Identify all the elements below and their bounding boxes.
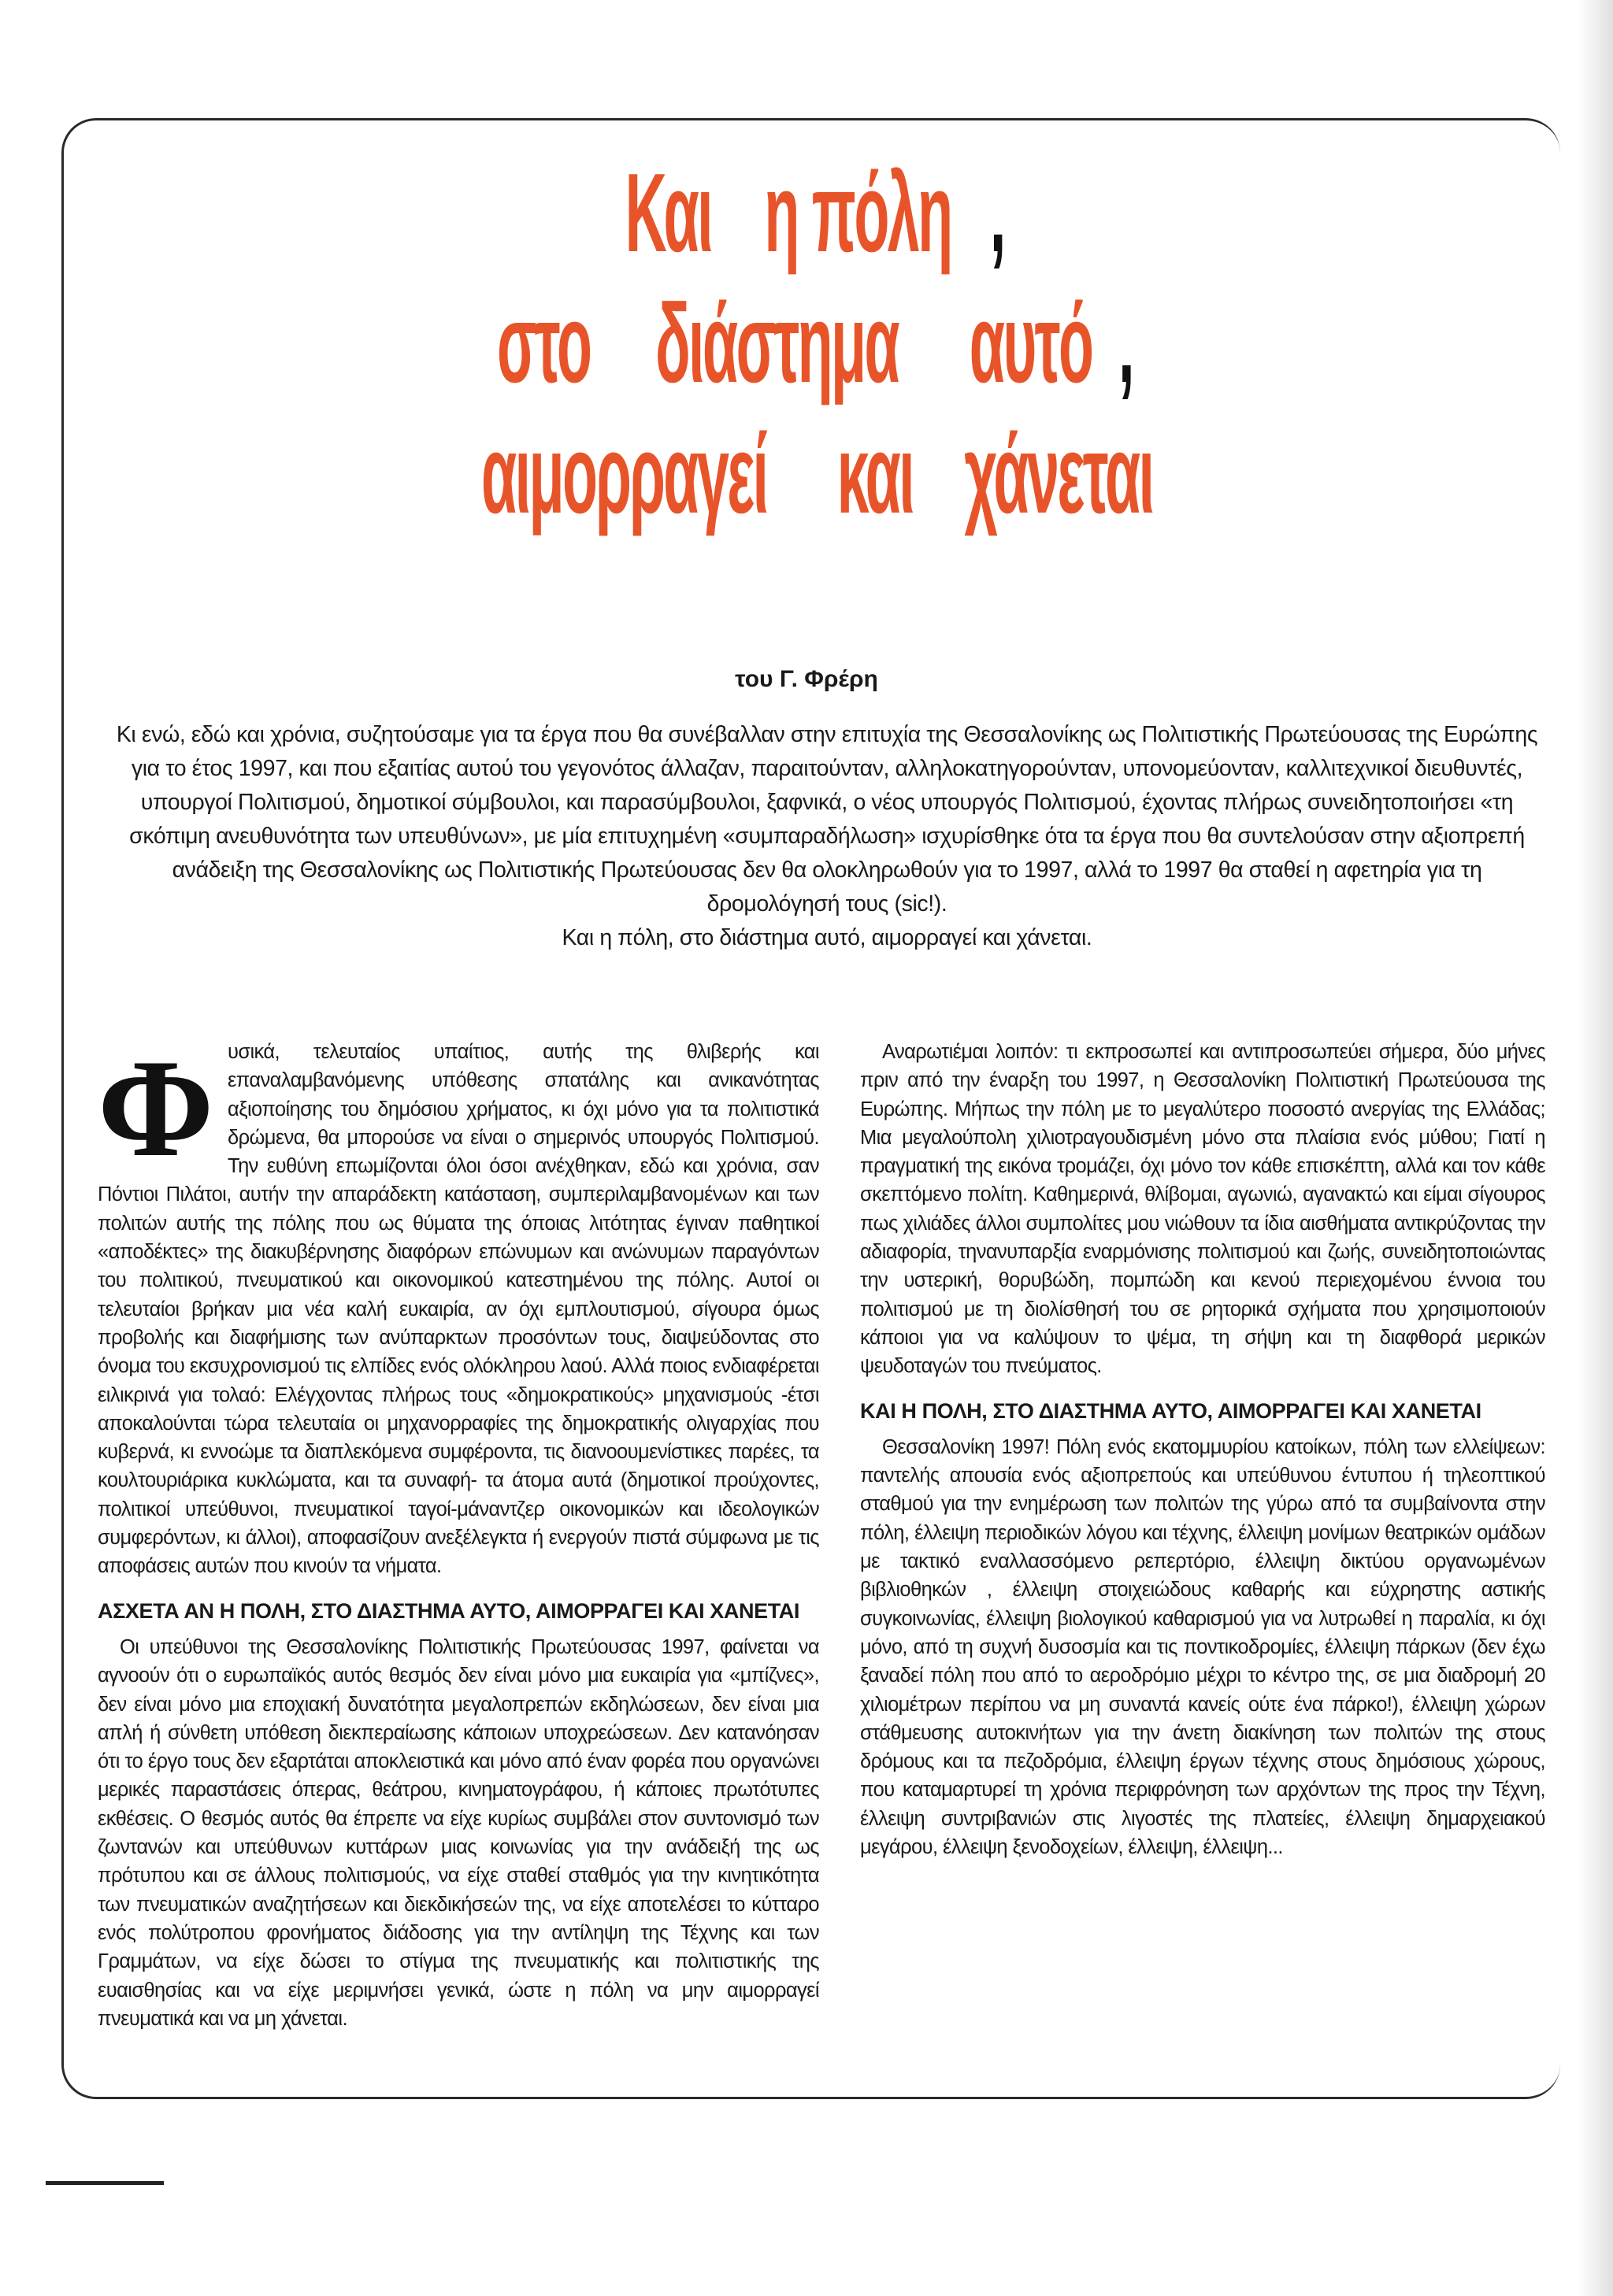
title-word: αυτό [969,281,1092,406]
title-line-3 [79,409,1536,540]
body-paragraph-3: Αναρωτιέμαι λοιπόν: τι εκπροσωπεί και αντιπροσωπεύει σήμερα, δύο μήνες πριν από την έναρξη του 1997, η Θεσσαλονίκη Πολιτιστική Πρωτεύουσα της Ευρώπης. Μήπως την πόλη με το μεγαλύτερο ποσοστό ανεργίας της Ελλάδας; Μια μεγαλούπολη χιλιοτραγουδισμένη μόνο στα πλαίσια ενός μύθου; Γιατί η πραγματική της εικόνα τρομάζει, όχι μόνο τον κάθε επισκέπτη, αλλά και τον κάθε σκεπτόμενο πολίτη. Καθημερινά, θλίβομαι, αγωνιώ, αγανακτώ και είμαι σίγουρος πως χιλιάδες άλλοι συμπολίτες μου νιώθουν τα ίδια αισθήματα αντικρύζοντας την αδιαφορία, τηνανυπαρξία εναρμόνισης πολιτισμού και ζωής, συνειδητοποιώντας την υστερική, θορυβώδη, πομπώδη και κενού περιεχομένου έννοια του πολιτισμού με τη διολίσθησή του σε ρητορικά σχήματα που χρησιμοποιούν κάποιοι για να καλύψουν το ψέμα, τη σήψη και τη διαφθορά μερικών ψευδοταγών του πνεύματος. [860,1041,1545,1378]
subheading-1: ΑΣΧΕΤΑ ΑΝ Η ΠΟΛΗ, ΣΤΟ ΔΙΑΣΤΗΜΑ ΑΥΤΟ, ΑΙΜΟΡΡΑΓΕΙ ΚΑΙ ΧΑΝΕΤΑΙ [98,1598,799,1623]
drop-cap: Φ [98,1030,213,1186]
title-word: διάστημα [655,281,899,406]
byline: του Γ. Φρέρη [735,666,878,692]
column-left [98,1030,819,2039]
article-title [79,148,1536,540]
page-edge-mark [46,2181,164,2185]
title-word: και [836,412,913,537]
scan-edge-shadow [1577,0,1613,2296]
body-paragraph-2: Οι υπεύθυνοι της Θεσσαλονίκης Πολιτιστικής Πρωτεύουσας 1997, φαίνεται να αγνοούν ότι ο ευρωπαϊκός αυτός θεσμός δεν είναι μόνο μια ευκαιρία για «μπίζνες», δεν είναι μόνο μια εποχιακή δυνατότητα μεγαλοπρεπών εκδηλώσεων, δεν είναι μια απλή ή σύνθετη υπόθεση διεκπεραίωσης κάποιων υποχρεώσεων. Δεν κατανόησαν ότι το έργο τους δεν εξαρτάται αποκλειστικά και μόνο από έναν φορέα που οργανώνει μερικές παραστάσεις όπερας, θεάτρου, κινηματογράφου, ή κάποιες πρωτότυπες εκθέσεις. Ο θεσμός αυτός θα έπρεπε να είχε κυρίως συμβάλει στον συντονισμό των ζωντανών και υπεύθυνων κυττάρων μιας κοινωνίας για την ανάδειξή της ως πρότυπου και σε άλλους πολιτισμούς, να είχε σταθεί σταθμός για την κινητικότητα των πνευματικών αναζητήσεων και διεκδικήσεών της, να είχε αποτελέσει το κύτταρο ενός πολύτροπου φρονήματος διάδοσης για την αντίληψη της Τέχνης και των Γραμμάτων, να είχε δώσει το στίγμα της πνευματικής και πολιτιστικής της ευαισθησίας και να είχε μεριμνήσει γενικά, ώστε η πόλη να μην αιμορραγεί πνευματικά και να μη χάνεται. [98,1635,819,2030]
title-punctuation: , [1118,281,1133,406]
body-text: υσικά, τελευταίος υπαίτιος, αυτής της θλιβερής και επαναλαμβανόμενης υπόθεσης σπατάλης και ανικανότητας αξιοποίησης του δημόσιου χρήματος, κι όχι μόνο για τα πολιτιστικά δρώμενα, θα μπορούσε να είναι ο σημερινός υπουργός Πολιτισμού. Την ευθύνη επωμίζονται όλοι όσοι ανέχθηκαν, εδώ και χρόνια, σαν Πόντιοι Πιλάτοι, αυτήν την απαράδεκτη κατάσταση, συμπεριλαμβανομένων και των πολιτών αυτής της πόλης που ως θύματα της όποιας λιτότητας έγιναν παθητικοί «αποδέκτες» της διακυβέρνησης διαφόρων επώνυμων και ανώνυμων παραγόντων του πολιτικού, πνευματικού και οικονομικού κατεστημένου της πόλης. Αυτοί οι τελευταίοι βρήκαν μια νέα καλή ευκαιρία, αν όχι εμπλουτισμού, σίγουρα όμως προβολής και διαφήμισης των ανύπαρκτων προσόντων τους, διαψεύδοντας στο όνομα του εκσυχρονισμού τις ελπίδες ενός ολόκληρου λαού. Αλλά ποιος ενδιαφέρεται ειλικρινά για τολαό: Ελέγχοντας πλήρως τους «δημοκρατικούς» μηχανισμούς -έτσι αποκαλούνται τώρα τελευταία οι μηχανορραφίες της δημοκρατικής ολιγαρχίας που κυβερνά, κι εννοώμε τα διαπλεκόμενα συμφέροντα, τις διανοουμενίστικες παρέες, τα κουλτουριάρικα κυκλώματα, και τα συναφή- τα άτομα αυτά (δημοτικοί πρoύχοντες, πολιτικοί υπεύθυνοι, πνευματικοί ταγοί-μάναντζερ οικονομικών και ιδεολογικών συμφερόντων, κι άλλοι), αποφασίζουν ανεξέλεγκτα ή ενεργούν πιστά σύμφωνα με τις αποφάσεις αυτών που κινούν τα νήματα. [98,1041,819,1578]
title-word: χάνεται [964,412,1153,537]
lead-paragraph [110,718,1544,955]
title-word: η πόλη [764,150,951,276]
body-paragraph-1 [98,1030,819,1581]
title-word: αιμορραγεί [480,412,767,537]
title-word: στο [497,281,591,406]
lead-closing: Και η πόλη, στο διάστημα αυτό, αιμορραγεί και χάνεται. [562,925,1092,950]
subheading-2: ΚΑΙ Η ΠΟΛΗ, ΣΤΟ ΔΙΑΣΤΗΜΑ ΑΥΤΟ, ΑΙΜΟΡΡΑΓΕΙ ΚΑΙ ΧΑΝΕΤΑΙ [860,1398,1481,1423]
title-line-2 [79,279,1536,409]
title-word: Και [625,150,711,276]
title-punctuation: , [989,150,1004,276]
column-right [860,1038,1545,1868]
body-paragraph-4: Θεσσαλονίκη 1997! Πόλη ενός εκατομμυρίου κατοίκων, πόλη των ελλείψεων: παντελής απουσία ενός αξιοπρεπούς και υπεύθυνου έντυπου ή τηλεοπτικού σταθμού για την ενημέρωση των πολιτών της γύρω από τα συμβαίνοντα στην πόλη, έλλειψη περιοδικών λόγου και τέχνης, έλλειψη μονίμων θεατρικών ομάδων με τακτικό εναλλασσόμενο ρεπερτόριο, έλλειψη δικτύου οργανωμένων βιβλιοθηκών , έλλειψη στοιχειώδους καθαρής και εύχρηστης αστικής συγκοινωνίας, έλλειψη βιολογικού καθαρισμού για να λυτρωθεί η παραλία, κι όχι μόνο, από τη συχνή δυσοσμία και τις ποντικοδρομίες, έλλειψη πάρκων (δεν έχω ξαναδεί πόλη που από το αεροδρόμιο μέχρι το κέντρο της, σε μια διαδρομή 20 χιλιομέτρων περίπου να μη συναντά κανείς ούτε ένα πάρκο!), έλλειψη χώρων στάθμευσης αυτοκινήτων για την άνετη διακίνηση των πολιτών της στους δρόμους και τα πεζοδρόμια, έλλειψη έργων τέχνης στους δημόσιους χώρους, που καταμαρτυρεί τη χρόνια περιφρόνηση των αρχόντων της προς την Τέχνη, έλλειψη συντριβανιών στις λιγοστές της πλατείες, έλλειψη δημαρχειακού μεγάρου, έλλειψη ξενοδοχείων, έλλειψη, έλλειψη... [860,1435,1545,1859]
title-line-1 [79,148,1536,279]
lead-text: Κι ενώ, εδώ και χρόνια, συζητούσαμε για τα έργα που θα συνέβαλλαν στην επιτυχία της Θεσσαλονίκης ως Πολιτιστικής Πρωτεύουσας της Ευρώπης για το έτος 1997, και που εξαιτίας αυτού του γεγονότος άλλαζαν, παραιτούνταν, αλληλοκατηγορούνταν, υπονομεύονταν, καλλιτεχνικοί διευθυντές, υπουργοί Πολιτισμού, δημοτικοί σύμβουλοι, και παρασύμβουλοι, ξαφνικά, ο νέος υπουργός Πολιτισμού, έχοντας πλήρως συνειδητοποιήσει «τη σκόπιμη ανευθυνότητα των υπευθύνων», με μία επιτυχημένη «συμπαραδήλωση» ισχυρίσθηκε ότα τα έργα που θα συντελούσαν στην αξιοπρεπή ανάδειξη της Θεσσαλονίκης ως Πολιτιστικής Πρωτεύουσας δεν θα ολοκληρωθούν για το 1997, αλλά το 1997 θα σταθεί η αφετηρία για τη δρομολόγησή τους (sic!). [116,722,1538,917]
